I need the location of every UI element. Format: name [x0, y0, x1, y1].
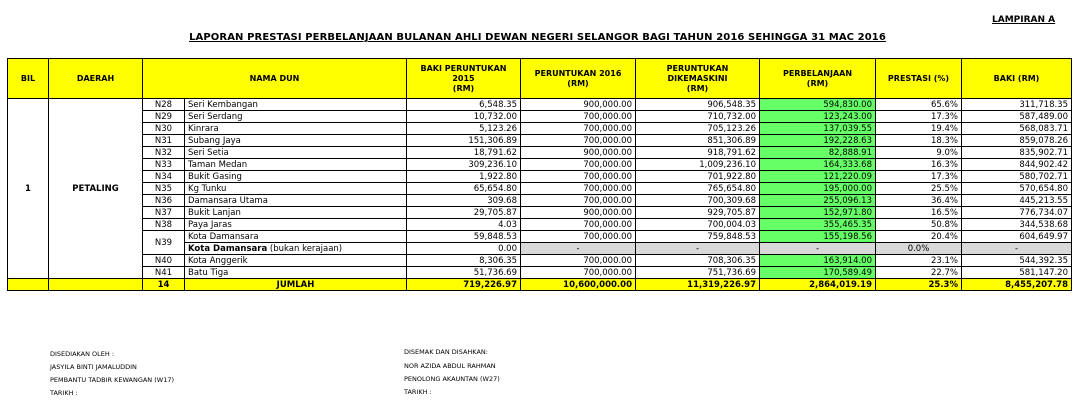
baki-2015-cell: 5,123.26	[407, 123, 521, 135]
col-baki-2015-line3: (RM)	[452, 83, 475, 93]
verified-by-position: PENOLONG AKAUNTAN (W27)	[404, 375, 500, 383]
total-perbelanjaan: 2,864,019.19	[760, 279, 876, 291]
col-baki-2015	[407, 59, 521, 99]
total-count: 14	[143, 279, 185, 291]
dun-name: Subang Jaya	[185, 135, 407, 147]
verified-by-date: TARIKH :	[404, 388, 432, 396]
dun-name: Taman Medan	[185, 159, 407, 171]
peruntukan-cell: 700,000.00	[521, 111, 636, 123]
perbelanjaan-cell: 170,589.49	[760, 267, 876, 279]
baki-2015-cell: 18,791.62	[407, 147, 521, 159]
col-peruntukan-2016	[521, 59, 636, 99]
prepared-by-position: PEMBANTU TADBIR KEWANGAN (W17)	[50, 376, 175, 384]
col-baki: BAKI (RM)	[962, 59, 1072, 99]
dun-name: Batu Tiga	[185, 267, 407, 279]
dun-name-bold: Kota Damansara	[188, 243, 268, 254]
dun-name: Bukit Gasing	[185, 171, 407, 183]
prestasi-cell: 65.6%	[876, 99, 962, 111]
peruntukan-cell: 700,000.00	[521, 231, 636, 243]
prestasi-cell: 9.0%	[876, 147, 962, 159]
total-spacer-daerah	[49, 279, 143, 291]
table-row	[8, 159, 1072, 171]
dun-code: N39	[143, 231, 185, 255]
col-dikemaskini	[636, 59, 760, 99]
dikemaskini-cell: 1,009,236.10	[636, 159, 760, 171]
table-row	[8, 147, 1072, 159]
bil-cell: 1	[8, 99, 49, 279]
peruntukan-cell: 700,000.00	[521, 159, 636, 171]
dun-name: Seri Setia	[185, 147, 407, 159]
table-row	[8, 207, 1072, 219]
baki-cell: 587,489.00	[962, 111, 1072, 123]
perbelanjaan-cell: 137,039.55	[760, 123, 876, 135]
prestasi-cell: 16.3%	[876, 159, 962, 171]
total-peruntukan: 10,600,000.00	[521, 279, 636, 291]
peruntukan-cell: 700,000.00	[521, 135, 636, 147]
dikemaskini-cell: 701,922.80	[636, 171, 760, 183]
total-baki-2015: 719,226.97	[407, 279, 521, 291]
dun-code: N41	[143, 267, 185, 279]
table-row	[8, 135, 1072, 147]
table-row	[8, 255, 1072, 267]
dikemaskini-cell: 708,306.35	[636, 255, 760, 267]
table-row	[8, 195, 1072, 207]
peruntukan-cell: 700,000.00	[521, 195, 636, 207]
prepared-by-name: JASYILA BINTI JAMALUDDIN	[50, 363, 137, 371]
peruntukan-cell: 700,000.00	[521, 255, 636, 267]
dun-code: N35	[143, 183, 185, 195]
col-dikemaskini-line1: PERUNTUKAN	[666, 63, 729, 73]
dun-code: N38	[143, 219, 185, 231]
perbelanjaan-cell: 355,465.35	[760, 219, 876, 231]
prestasi-cell: 18.3%	[876, 135, 962, 147]
report-table	[7, 58, 1072, 291]
dun-name: Kg Tunku	[185, 183, 407, 195]
peruntukan-cell: -	[521, 243, 636, 255]
baki-cell: 776,734.07	[962, 207, 1072, 219]
col-baki-2015-line1: BAKI PERUNTUKAN	[420, 63, 507, 73]
prepared-by-block	[50, 350, 174, 397]
baki-cell: 580,702.71	[962, 171, 1072, 183]
report-title: LAPORAN PRESTASI PERBELANJAAN BULANAN AHLI DEWAN NEGERI SELANGOR BAGI TAHUN 2016 SEHINGGA 31 MAC 2016	[189, 32, 886, 43]
perbelanjaan-cell: 155,198.56	[760, 231, 876, 243]
perbelanjaan-cell: 195,000.00	[760, 183, 876, 195]
baki-2015-cell: 151,306.89	[407, 135, 521, 147]
col-baki-2015-line2: 2015	[452, 73, 475, 83]
peruntukan-cell: 700,000.00	[521, 267, 636, 279]
dikemaskini-cell: 710,732.00	[636, 111, 760, 123]
peruntukan-cell: 900,000.00	[521, 147, 636, 159]
header-row	[8, 59, 1072, 99]
perbelanjaan-cell: 594,830.00	[760, 99, 876, 111]
perbelanjaan-cell: -	[760, 243, 876, 255]
table-row	[8, 171, 1072, 183]
baki-2015-cell: 0.00	[407, 243, 521, 255]
verified-by-block	[404, 348, 500, 396]
prestasi-cell: 20.4%	[876, 231, 962, 243]
peruntukan-cell: 900,000.00	[521, 99, 636, 111]
baki-cell: 570,654.80	[962, 183, 1072, 195]
total-row	[8, 279, 1072, 291]
dun-name	[185, 243, 407, 255]
baki-2015-cell: 8,306.35	[407, 255, 521, 267]
dun-name: Kota Damansara	[185, 231, 407, 243]
prestasi-cell: 17.3%	[876, 171, 962, 183]
baki-cell: 844,902.42	[962, 159, 1072, 171]
dikemaskini-cell: 705,123.26	[636, 123, 760, 135]
dun-code: N28	[143, 99, 185, 111]
dun-name: Bukit Lanjan	[185, 207, 407, 219]
dun-code: N37	[143, 207, 185, 219]
total-prestasi: 25.3%	[876, 279, 962, 291]
dun-code: N33	[143, 159, 185, 171]
baki-2015-cell: 1,922.80	[407, 171, 521, 183]
dun-code: N36	[143, 195, 185, 207]
dikemaskini-cell: 906,548.35	[636, 99, 760, 111]
perbelanjaan-cell: 152,971.80	[760, 207, 876, 219]
prestasi-cell: 23.1%	[876, 255, 962, 267]
dikemaskini-cell: 851,306.89	[636, 135, 760, 147]
dikemaskini-cell: 700,004.03	[636, 219, 760, 231]
dun-code: N40	[143, 255, 185, 267]
col-prestasi: PRESTASI (%)	[876, 59, 962, 99]
dun-name: Seri Serdang	[185, 111, 407, 123]
perbelanjaan-cell: 164,333.68	[760, 159, 876, 171]
total-dikemaskini: 11,319,226.97	[636, 279, 760, 291]
table-row	[8, 183, 1072, 195]
dun-name: Paya Jaras	[185, 219, 407, 231]
perbelanjaan-cell: 163,914.00	[760, 255, 876, 267]
dikemaskini-cell: 918,791.62	[636, 147, 760, 159]
baki-cell: 344,538.68	[962, 219, 1072, 231]
dikemaskini-cell: 751,736.69	[636, 267, 760, 279]
perbelanjaan-cell: 123,243.00	[760, 111, 876, 123]
prepared-by-date: TARIKH :	[50, 389, 78, 397]
peruntukan-cell: 900,000.00	[521, 207, 636, 219]
prestasi-cell: 22.7%	[876, 267, 962, 279]
total-baki: 8,455,207.78	[962, 279, 1072, 291]
col-dikemaskini-line2: DIKEMASKINI	[667, 73, 728, 83]
col-peruntukan-2016-line1: PERUNTUKAN 2016	[534, 68, 622, 78]
daerah-cell: PETALING	[49, 99, 143, 279]
baki-cell: -	[962, 243, 1072, 255]
table-row	[8, 231, 1072, 243]
baki-2015-cell: 6,548.35	[407, 99, 521, 111]
dikemaskini-cell: 759,848.53	[636, 231, 760, 243]
prestasi-cell: 0.0%	[876, 243, 962, 255]
baki-cell: 568,083.71	[962, 123, 1072, 135]
dikemaskini-cell: 700,309.68	[636, 195, 760, 207]
verified-by-name: NOR AZIDA ABDUL RAHMAN	[404, 362, 496, 370]
baki-2015-cell: 10,732.00	[407, 111, 521, 123]
prestasi-cell: 17.3%	[876, 111, 962, 123]
verified-by-label: DISEMAK DAN DISAHKAN:	[404, 348, 488, 356]
table-row	[8, 111, 1072, 123]
col-peruntukan-2016-line2: (RM)	[567, 78, 589, 88]
baki-cell: 581,147.20	[962, 267, 1072, 279]
peruntukan-cell: 700,000.00	[521, 171, 636, 183]
total-label: JUMLAH	[185, 279, 407, 291]
dun-name: Seri Kembangan	[185, 99, 407, 111]
baki-cell: 311,718.35	[962, 99, 1072, 111]
perbelanjaan-cell: 255,096.13	[760, 195, 876, 207]
table-row	[8, 219, 1072, 231]
col-nama-dun: NAMA DUN	[143, 59, 407, 99]
dun-name-note: (bukan kerajaan)	[269, 243, 343, 254]
col-daerah: DAERAH	[49, 59, 143, 99]
baki-cell: 859,078.26	[962, 135, 1072, 147]
col-perbelanjaan-line2: (RM)	[806, 78, 829, 88]
dun-code: N34	[143, 171, 185, 183]
dikemaskini-cell: -	[636, 243, 760, 255]
dun-name: Damansara Utama	[185, 195, 407, 207]
prestasi-cell: 19.4%	[876, 123, 962, 135]
perbelanjaan-cell: 121,220.09	[760, 171, 876, 183]
col-dikemaskini-line3: (RM)	[686, 83, 709, 93]
col-bil: BIL	[8, 59, 49, 99]
perbelanjaan-cell: 192,228.63	[760, 135, 876, 147]
col-perbelanjaan-line1: PERBELANJAAN	[782, 68, 853, 78]
baki-2015-cell: 309.68	[407, 195, 521, 207]
prestasi-cell: 16.5%	[876, 207, 962, 219]
dun-name: Kota Anggerik	[185, 255, 407, 267]
baki-2015-cell: 309,236.10	[407, 159, 521, 171]
baki-cell: 604,649.97	[962, 231, 1072, 243]
dun-code: N30	[143, 123, 185, 135]
lampiran-label: LAMPIRAN A	[992, 15, 1056, 25]
dikemaskini-cell: 765,654.80	[636, 183, 760, 195]
prestasi-cell: 36.4%	[876, 195, 962, 207]
baki-2015-cell: 51,736.69	[407, 267, 521, 279]
peruntukan-cell: 700,000.00	[521, 183, 636, 195]
baki-2015-cell: 59,848.53	[407, 231, 521, 243]
baki-2015-cell: 29,705.87	[407, 207, 521, 219]
perbelanjaan-cell: 82,888.91	[760, 147, 876, 159]
baki-cell: 445,213.55	[962, 195, 1072, 207]
dun-code: N32	[143, 147, 185, 159]
dun-name: Kinrara	[185, 123, 407, 135]
dun-code: N29	[143, 111, 185, 123]
baki-cell: 835,902.71	[962, 147, 1072, 159]
baki-cell: 544,392.35	[962, 255, 1072, 267]
table-row	[8, 99, 1072, 111]
total-spacer-bil	[8, 279, 49, 291]
prestasi-cell: 50.8%	[876, 219, 962, 231]
baki-2015-cell: 65,654.80	[407, 183, 521, 195]
peruntukan-cell: 700,000.00	[521, 219, 636, 231]
baki-2015-cell: 4.03	[407, 219, 521, 231]
dun-code: N31	[143, 135, 185, 147]
peruntukan-cell: 700,000.00	[521, 123, 636, 135]
dikemaskini-cell: 929,705.87	[636, 207, 760, 219]
table-row	[8, 123, 1072, 135]
col-perbelanjaan	[760, 59, 876, 99]
prepared-by-label: DISEDIAKAN OLEH :	[50, 350, 115, 358]
prestasi-cell: 25.5%	[876, 183, 962, 195]
table-row	[8, 267, 1072, 279]
